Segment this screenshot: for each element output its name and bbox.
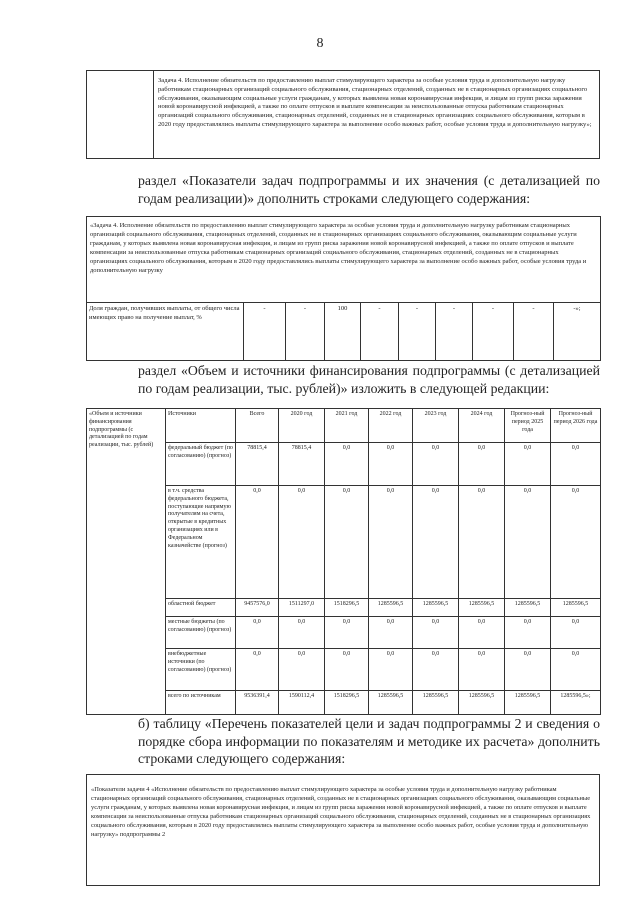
finance-value: 0,0 <box>459 649 505 691</box>
finance-label: «Объем и источники финансирования подпрограммы (с детализацией по годам реализации, тыс. рублей) <box>87 409 166 715</box>
paragraph-finance <box>86 362 600 397</box>
finance-value: 1285596,5 <box>505 691 551 715</box>
finance-value: 0,0 <box>413 486 459 599</box>
finance-value: 0,0 <box>236 617 279 649</box>
source-name: местные бюджеты (по согласованию) (прогноз) <box>166 617 236 649</box>
finance-value: 0,0 <box>279 486 325 599</box>
indicator-name: Доля граждан, получивших выплаты, от общего числа имеющих право на получение выплат, % <box>87 303 244 361</box>
finance-value: 0,0 <box>551 649 601 691</box>
header-cell: Прогноз-ный период 2026 года <box>551 409 601 443</box>
indicator-value: - <box>361 303 399 361</box>
finance-value: 0,0 <box>459 443 505 486</box>
finance-value: 0,0 <box>236 649 279 691</box>
finance-value: 0,0 <box>505 443 551 486</box>
finance-value: 0,0 <box>279 617 325 649</box>
task4-table <box>86 70 600 159</box>
finance-value: 0,0 <box>551 617 601 649</box>
indicator-value: - <box>473 303 514 361</box>
indicators-list-box <box>86 774 600 886</box>
finance-value: 1285596,5 <box>505 599 551 617</box>
finance-value: 0,0 <box>369 486 413 599</box>
paragraph-indicators <box>86 172 600 207</box>
finance-value: 0,0 <box>325 617 369 649</box>
finance-value: 0,0 <box>459 486 505 599</box>
header-cell: Источники <box>166 409 236 443</box>
finance-value: 1285596,5 <box>413 691 459 715</box>
indicators-table <box>86 216 601 361</box>
header-cell: 2023 год <box>413 409 459 443</box>
finance-value: 1285596,5»; <box>551 691 601 715</box>
finance-value: 0,0 <box>369 443 413 486</box>
finance-value: 1590112,4 <box>279 691 325 715</box>
finance-value: 1518296,5 <box>325 691 369 715</box>
finance-value: 0,0 <box>505 649 551 691</box>
finance-value: 1285596,5 <box>459 691 505 715</box>
indicator-value: - <box>244 303 286 361</box>
source-name: всего по источникам <box>166 691 236 715</box>
indicator-value: - <box>514 303 554 361</box>
finance-value: 1518296,5 <box>325 599 369 617</box>
source-name: внебюджетные источники (по согласованию) (прогноз) <box>166 649 236 691</box>
header-cell: 2021 год <box>325 409 369 443</box>
header-cell: 2024 год <box>459 409 505 443</box>
finance-value: 1285596,5 <box>459 599 505 617</box>
finance-value: 1285596,5 <box>413 599 459 617</box>
finance-value: 1285596,5 <box>551 599 601 617</box>
finance-value: 0,0 <box>369 649 413 691</box>
paragraph-finance-text: раздел «Объем и источники финансирования подпрограммы (с детализацией по годам реализации, тыс. рублей)» изложить в следующей редакции: <box>138 363 600 396</box>
finance-table <box>86 408 601 715</box>
finance-value: 1285596,5 <box>369 691 413 715</box>
page-number: 8 <box>316 36 324 51</box>
source-name: федеральный бюджет (по согласованию) (прогноз) <box>166 443 236 486</box>
indicator-value: - <box>436 303 473 361</box>
finance-value: 0,0 <box>505 486 551 599</box>
task4-text: Задача 4. Исполнение обязательств по предоставлению выплат стимулирующего характера за особые условия труда и дополнительную нагрузку работникам стационарных организаций социального обслуживания, стационарных отделений, созданных не в стационарных организациях социального обслуживания, оказывающим социальные услуги гражданам, у которых выявлена новая коронавирусная инфекция, и лицам из групп риска заражения новой коронавирусной инфекцией, а также по оплате отпусков и выплате компенсации за неиспользованные отпуска работникам стационарных организаций социального обслуживания, стационарных отделений, созданных не в стационарных организациях социального обслуживания, которым в 2020 году предоставлялись выплаты стимулирующего характера за выполнение особо важных работ, особые условия труда и дополнительную нагрузку»; <box>154 71 600 159</box>
finance-value: 1285596,5 <box>369 599 413 617</box>
finance-value: 0,0 <box>325 443 369 486</box>
finance-value: 0,0 <box>325 649 369 691</box>
indicator-value: - <box>286 303 325 361</box>
header-cell: Прогноз-ный период 2025 года <box>505 409 551 443</box>
indicator-value: - <box>399 303 436 361</box>
paragraph-indicators-list-text: б) таблицу «Перечень показателей цели и задач подпрограммы 2 и сведения о порядке сбора информации по показателям и методике их расчета» дополнить строками следующего содержания: <box>138 716 600 767</box>
paragraph-indicators-list <box>86 715 600 768</box>
finance-value: 78815,4 <box>279 443 325 486</box>
finance-value: 0,0 <box>236 486 279 599</box>
indicators-list-text: «Показатели задачи 4 «Исполнение обязательств по предоставлению выплат стимулирующего характера за особые условия труда и дополнительную нагрузку работникам стационарных организаций социального обслуживания, стационарных отделений, созданных не в стационарных организациях социального обслуживания, оказывающим социальные услуги гражданам, у которых выявлена новая коронавирусная инфекция, и лицам из групп риска заражения новой коронавирусной инфекцией, а также по оплате отпусков и выплате компенсации за неиспользованные отпуска работникам стационарных организаций социального обслуживания, стационарных отделений, созданных не в стационарных организациях социального обслуживания, которым в 2020 году предоставлялись выплаты стимулирующего характера за выполнение особо важных работ, особые условия труда и дополнительную нагрузку» подпрограммы 2 <box>91 786 591 839</box>
task4-left-cell <box>87 71 154 159</box>
finance-value: 0,0 <box>325 486 369 599</box>
finance-value: 0,0 <box>459 617 505 649</box>
header-cell: 2022 год <box>369 409 413 443</box>
header-cell: Всего <box>236 409 279 443</box>
finance-value: 0,0 <box>413 443 459 486</box>
finance-value: 0,0 <box>505 617 551 649</box>
finance-value: 0,0 <box>369 617 413 649</box>
header-cell: 2020 год <box>279 409 325 443</box>
finance-value: 78815,4 <box>236 443 279 486</box>
indicator-value: -»; <box>554 303 601 361</box>
finance-value: 0,0 <box>551 443 601 486</box>
finance-value: 0,0 <box>413 617 459 649</box>
paragraph-indicators-text: раздел «Показатели задач подпрограммы и их значения (с детализацией по годам реализации)» дополнить строками следующего содержания: <box>138 173 600 206</box>
source-name: в т.ч. средства федерального бюджета, поступающие напрямую получателям на счета, открытые в кредитных организациях или в Федеральном казначействе (прогноз) <box>166 486 236 599</box>
finance-value: 9457576,0 <box>236 599 279 617</box>
indicators-task-text: «Задача 4. Исполнение обязательств по предоставлению выплат стимулирующего характера за особые условия труда и дополнительную нагрузку работникам стационарных организаций социального обслуживания, стационарных отделений, созданных не в стационарных организациях социального обслуживания, оказывающим социальные услуги гражданам, у которых выявлена новая коронавирусная инфекция, и лицам из групп риска заражения новой коронавирусной инфекцией, а также по оплате отпусков и выплате компенсации за неиспользованные отпуска работникам стационарных организаций социального обслуживания, стационарных отделений, созданных не в стационарных организациях социального обслуживания, которым в 2020 году предоставлялись выплаты стимулирующего характера за выполнение особо важных работ, особые условия труда и дополнительную нагрузку <box>87 217 601 303</box>
finance-value: 0,0 <box>413 649 459 691</box>
source-name: областной бюджет <box>166 599 236 617</box>
finance-value: 1511297,0 <box>279 599 325 617</box>
finance-value: 0,0 <box>279 649 325 691</box>
finance-value: 0,0 <box>551 486 601 599</box>
indicator-value: 100 <box>325 303 361 361</box>
finance-value: 9536391,4 <box>236 691 279 715</box>
